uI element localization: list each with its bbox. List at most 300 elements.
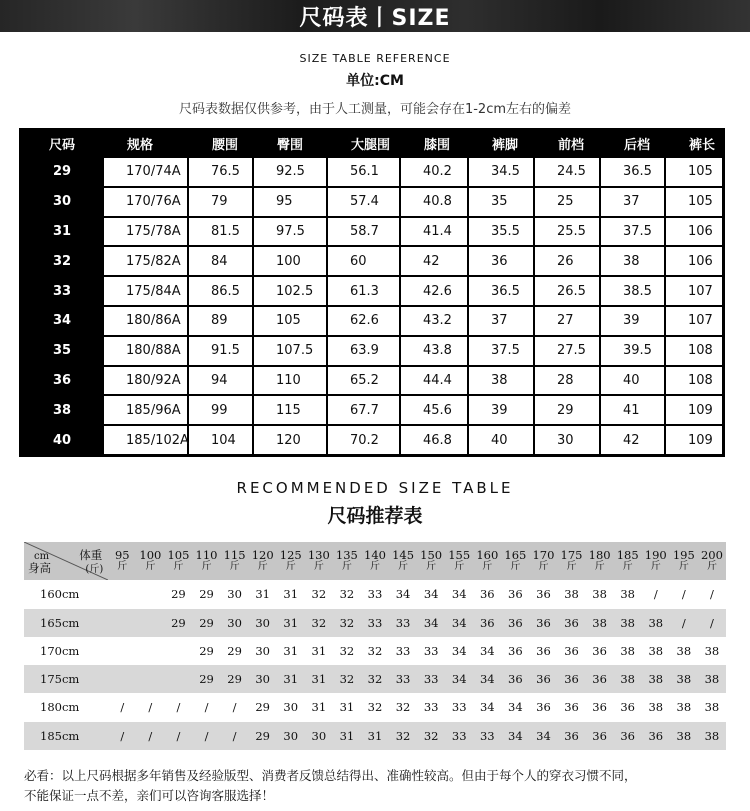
weight-value: 180	[588, 548, 611, 562]
weight-header-cell	[333, 542, 361, 580]
recommend-size-cell: 32	[339, 643, 355, 658]
size-header-cell: 臀围	[253, 130, 327, 157]
recommend-size-cell: 29	[199, 586, 214, 601]
recommend-row	[24, 637, 726, 665]
recommend-size-cell: 38	[586, 608, 614, 636]
recommend-size-cell: 38	[614, 665, 642, 693]
size-label-cell: 36	[21, 366, 103, 396]
corner-cell	[24, 542, 108, 580]
weight-header-cell	[249, 542, 277, 580]
weight-header-cell	[305, 542, 333, 580]
recommend-size-cell: /	[698, 608, 726, 636]
recommend-size-cell: 38	[620, 586, 635, 601]
size-row	[21, 187, 723, 217]
size-value-cell: 108	[665, 366, 723, 396]
size-value-cell: 39.5	[600, 336, 665, 366]
recommend-size-cell: 36	[642, 722, 670, 750]
recommend-size-cell	[108, 608, 136, 636]
size-value-cell: 35	[468, 187, 534, 217]
recommend-size-cell: 29	[192, 608, 220, 636]
recommend-size-cell: 36	[586, 665, 614, 693]
recommend-size-cell: 33	[451, 700, 467, 715]
recommend-size-cell: 33	[395, 643, 411, 658]
size-value-cell: 36	[468, 246, 534, 276]
recommend-size-cell: 36	[508, 643, 523, 658]
recommend-size-cell: 38	[614, 608, 642, 636]
recommend-size-cell: 32	[361, 665, 389, 693]
weight-value: 100	[139, 548, 162, 562]
recommend-size-cell: 36	[592, 643, 607, 658]
weight-header-cell	[192, 542, 220, 580]
recommend-size-cell: 38	[648, 700, 664, 715]
recommend-size-cell: 36	[586, 722, 614, 750]
recommend-size-cell: 29	[171, 586, 186, 601]
recommend-size-cell: 31	[361, 722, 389, 750]
size-value-cell: 38	[600, 246, 665, 276]
weight-header-cell	[164, 542, 192, 580]
weight-header-cell	[221, 542, 249, 580]
size-value-cell: 61.3	[327, 276, 400, 306]
weight-value: 140	[364, 548, 386, 562]
size-value-cell: 105	[665, 187, 723, 217]
recommend-size-cell: 34	[508, 700, 523, 715]
size-value-cell: 28	[534, 366, 600, 396]
size-value-cell: 63.9	[327, 336, 400, 366]
size-value-cell: 40.2	[400, 157, 468, 187]
recommend-size-cell: 38	[676, 700, 692, 715]
recommend-size-cell: 32	[367, 700, 383, 715]
recommend-size-cell: 36	[536, 700, 551, 715]
size-value-cell: 107	[665, 276, 723, 306]
weight-value: 115	[223, 548, 246, 562]
recommend-size-cell: 33	[361, 608, 389, 636]
weight-unit: 斤	[566, 561, 577, 572]
corner-height-label: 身高	[28, 561, 51, 575]
recommend-size-cell: 29	[164, 608, 192, 636]
size-value-cell: 26	[534, 246, 600, 276]
recommend-size-cell: 36	[620, 700, 635, 715]
size-row	[21, 366, 723, 396]
size-value-cell: 44.4	[400, 366, 468, 396]
recommend-size-cell	[108, 637, 136, 665]
recommend-size-cell: 32	[395, 700, 411, 715]
weight-value: 110	[195, 548, 218, 562]
size-value-cell: 40	[468, 425, 534, 455]
size-value-cell: 42	[400, 246, 468, 276]
recommend-size-cell: 36	[479, 586, 495, 601]
weight-header-cell	[557, 542, 585, 580]
size-value-cell: 109	[665, 395, 723, 425]
recommend-size-cell: 33	[389, 665, 417, 693]
size-header-cell: 尺码	[21, 130, 103, 157]
weight-header-cell	[445, 542, 473, 580]
recommend-size-cell: 29	[255, 700, 270, 715]
size-value-cell: 58.7	[327, 217, 400, 247]
weight-unit: 斤	[678, 561, 689, 572]
recommend-size-cell: 34	[479, 643, 495, 658]
recommend-size-cell: /	[204, 700, 209, 715]
size-value-cell: 185/96A	[103, 395, 188, 425]
recommend-size-cell: 29	[192, 665, 220, 693]
recommend-size-cell: 36	[564, 700, 579, 715]
size-table	[19, 128, 725, 457]
recommend-size-cell: 34	[445, 608, 473, 636]
size-label-cell: 40	[21, 425, 103, 455]
recommend-size-cell: 34	[423, 586, 439, 601]
recommend-size-cell	[164, 665, 192, 693]
weight-value: 200	[700, 548, 723, 562]
size-value-cell: 38	[468, 366, 534, 396]
weight-value: 190	[644, 548, 667, 562]
size-value-cell: 170/74A	[103, 157, 188, 187]
recommend-row	[24, 608, 726, 636]
size-value-cell: 39	[468, 395, 534, 425]
weight-header-cell	[277, 542, 305, 580]
recommend-size-cell: 31	[283, 586, 299, 601]
recommend-size-cell: /	[192, 722, 220, 750]
recommend-size-cell	[136, 637, 164, 665]
size-value-cell: 41.4	[400, 217, 468, 247]
weight-value: 130	[307, 548, 330, 562]
recommend-size-cell: 38	[698, 722, 726, 750]
size-value-cell: 180/92A	[103, 366, 188, 396]
size-value-cell: 92.5	[253, 157, 327, 187]
recommend-size-cell: /	[120, 700, 125, 715]
size-label-cell: 32	[21, 246, 103, 276]
weight-unit: 斤	[145, 561, 156, 572]
size-label-cell: 30	[21, 187, 103, 217]
size-value-cell: 25	[534, 187, 600, 217]
weight-value: 160	[476, 548, 499, 562]
weight-unit: 斤	[398, 561, 409, 572]
unit-label: 单位:CM	[346, 73, 404, 89]
weight-value: 150	[420, 548, 443, 562]
size-value-cell: 37.5	[600, 217, 665, 247]
recommend-size-cell: 30	[305, 722, 333, 750]
weight-header-cell	[501, 542, 529, 580]
size-row	[21, 276, 723, 306]
weight-header-cell	[614, 542, 642, 580]
recommend-size-cell: 33	[389, 608, 417, 636]
recommend-size-cell: 36	[536, 586, 551, 601]
size-value-cell: 37	[468, 306, 534, 336]
weight-unit: 斤	[706, 561, 717, 572]
footer-note	[24, 766, 734, 806]
recommend-size-cell	[108, 580, 136, 608]
size-label-cell: 34	[21, 306, 103, 336]
size-value-cell: 106	[665, 217, 723, 247]
recommend-size-cell: 34	[451, 586, 467, 601]
size-header-cell: 裤长	[665, 130, 723, 157]
weight-unit: 斤	[454, 561, 465, 572]
weight-header-cell	[361, 542, 389, 580]
weight-unit: 斤	[257, 561, 268, 572]
size-value-cell: 43.8	[400, 336, 468, 366]
weight-header-cell	[389, 542, 417, 580]
size-value-cell: 37.5	[468, 336, 534, 366]
size-value-cell: 42	[600, 425, 665, 455]
size-label-cell: 38	[21, 395, 103, 425]
size-label-cell: 35	[21, 336, 103, 366]
size-value-cell: 46.8	[400, 425, 468, 455]
weight-header-cell	[529, 542, 557, 580]
recommend-size-cell: /	[681, 586, 686, 601]
weight-unit: 斤	[426, 561, 437, 572]
recommend-size-cell: 31	[333, 722, 361, 750]
recommend-size-cell: 30	[249, 608, 277, 636]
recommend-size-cell: 32	[417, 722, 445, 750]
height-cell: 180cm	[40, 700, 80, 715]
recommend-size-cell: /	[653, 586, 658, 601]
size-row	[21, 425, 723, 455]
size-value-cell: 37	[600, 187, 665, 217]
size-value-cell: 94	[188, 366, 253, 396]
size-header-cell: 裤脚	[468, 130, 534, 157]
size-value-cell: 79	[188, 187, 253, 217]
recommend-size-cell: 36	[557, 665, 585, 693]
size-value-cell: 43.2	[400, 306, 468, 336]
weight-header-cell	[586, 542, 614, 580]
recommend-size-cell: 36	[557, 608, 585, 636]
size-value-cell: 62.6	[327, 306, 400, 336]
size-value-cell: 175/84A	[103, 276, 188, 306]
recommend-size-cell: /	[148, 700, 153, 715]
size-row	[21, 395, 723, 425]
size-label-cell: 29	[21, 157, 103, 187]
size-value-cell: 36.5	[600, 157, 665, 187]
recommend-size-cell: 38	[704, 643, 720, 658]
recommend-size-cell: 31	[255, 586, 270, 601]
recommend-size-cell: 30	[249, 665, 277, 693]
size-value-cell: 42.6	[400, 276, 468, 306]
size-row	[21, 306, 723, 336]
recommend-size-cell: /	[136, 722, 164, 750]
recommend-size-cell: /	[670, 608, 698, 636]
recommend-size-cell	[108, 665, 136, 693]
recommended-size-table	[24, 542, 726, 750]
footer-line-2: 不能保证一点不差，亲们可以咨询客服选择！	[24, 788, 275, 803]
height-cell: 165cm	[24, 608, 108, 636]
corner-weight-unit: (斤)	[85, 564, 104, 575]
weight-unit: 斤	[510, 561, 521, 572]
recommend-size-cell: 38	[670, 665, 698, 693]
size-value-cell: 185/102A	[103, 425, 188, 455]
weight-value: 175	[560, 548, 583, 562]
weight-unit: 斤	[650, 561, 661, 572]
recommend-size-cell: 32	[333, 608, 361, 636]
weight-header-cell	[108, 542, 136, 580]
recommend-size-cell: 31	[311, 643, 327, 658]
size-value-cell: 115	[253, 395, 327, 425]
size-value-cell: 95	[253, 187, 327, 217]
weight-header-cell	[136, 542, 164, 580]
recommend-size-cell: /	[176, 700, 181, 715]
weight-unit: 斤	[229, 561, 240, 572]
weight-unit: 斤	[538, 561, 549, 572]
size-value-cell: 35.5	[468, 217, 534, 247]
size-value-cell: 91.5	[188, 336, 253, 366]
size-value-cell: 120	[253, 425, 327, 455]
recommend-size-cell: 38	[698, 665, 726, 693]
recommend-row	[24, 693, 726, 721]
size-value-cell: 106	[665, 246, 723, 276]
recommend-size-cell	[136, 665, 164, 693]
weight-unit: 斤	[117, 561, 128, 572]
size-value-cell: 39	[600, 306, 665, 336]
size-value-cell: 107	[665, 306, 723, 336]
recommend-size-cell: 38	[670, 722, 698, 750]
banner-title: 尺码表丨SIZE	[299, 5, 451, 31]
size-value-cell: 110	[253, 366, 327, 396]
size-value-cell: 38.5	[600, 276, 665, 306]
size-header-cell: 膝围	[400, 130, 468, 157]
recommend-row	[24, 580, 726, 608]
recommend-size-cell: 36	[614, 722, 642, 750]
size-value-cell: 40	[600, 366, 665, 396]
size-value-cell: 76.5	[188, 157, 253, 187]
size-value-cell: 25.5	[534, 217, 600, 247]
recommend-size-cell: 32	[311, 586, 327, 601]
recommend-size-cell: 30	[255, 643, 270, 658]
recommend-size-cell: 34	[479, 700, 495, 715]
size-value-cell: 34.5	[468, 157, 534, 187]
weight-value: 95	[114, 548, 130, 562]
weight-unit: 斤	[173, 561, 184, 572]
size-value-cell: 30	[534, 425, 600, 455]
recommend-size-cell: 34	[501, 722, 529, 750]
size-header-cell: 腰围	[188, 130, 253, 157]
recommend-size-cell: 32	[333, 665, 361, 693]
recommend-size-cell: 31	[283, 643, 299, 658]
recommend-size-cell: 36	[473, 608, 501, 636]
recommend-size-cell: 38	[642, 665, 670, 693]
size-value-cell: 70.2	[327, 425, 400, 455]
size-value-cell: 180/88A	[103, 336, 188, 366]
size-value-cell: 102.5	[253, 276, 327, 306]
recommend-size-cell: 36	[536, 643, 551, 658]
weight-value: 155	[448, 548, 471, 562]
size-value-cell: 57.4	[327, 187, 400, 217]
size-value-cell: 60	[327, 246, 400, 276]
recommend-size-cell: /	[232, 700, 237, 715]
recommend-size-cell: 33	[423, 643, 439, 658]
weight-unit: 斤	[285, 561, 296, 572]
banner	[0, 0, 750, 32]
recommend-size-cell: 36	[592, 700, 607, 715]
corner-height-unit: cm	[34, 551, 50, 562]
size-value-cell: 65.2	[327, 366, 400, 396]
size-value-cell: 180/86A	[103, 306, 188, 336]
size-value-cell: 27	[534, 306, 600, 336]
recommend-size-cell: 29	[249, 722, 277, 750]
weight-value: 185	[616, 548, 639, 562]
recommend-size-cell: 36	[564, 643, 579, 658]
weight-unit: 斤	[482, 561, 493, 572]
recommend-size-cell: 36	[529, 665, 557, 693]
size-value-cell: 40.8	[400, 187, 468, 217]
size-label-cell: 31	[21, 217, 103, 247]
recommend-size-cell: /	[108, 722, 136, 750]
size-header-cell: 后档	[600, 130, 665, 157]
recommend-size-cell: 33	[367, 586, 383, 601]
size-value-cell: 105	[665, 157, 723, 187]
height-cell: 185cm	[24, 722, 108, 750]
size-row	[21, 157, 723, 187]
size-value-cell: 104	[188, 425, 253, 455]
recommend-size-cell: 34	[529, 722, 557, 750]
recommend-size-cell	[136, 580, 164, 608]
recommend-size-cell: 33	[473, 722, 501, 750]
size-value-cell: 175/78A	[103, 217, 188, 247]
recommend-size-cell: 38	[648, 643, 664, 658]
recommend-size-cell: 36	[529, 608, 557, 636]
recommend-size-cell: 31	[339, 700, 355, 715]
recommend-size-cell: /	[164, 722, 192, 750]
recommend-size-cell: 36	[508, 586, 523, 601]
measurement-note: 尺码表数据仅供参考，由于人工测量，可能会存在1-2cm左右的偏差	[178, 102, 572, 117]
weight-value: 125	[279, 548, 302, 562]
recommend-size-cell: 30	[277, 722, 305, 750]
height-cell: 170cm	[40, 643, 80, 658]
recommend-size-cell: 34	[417, 608, 445, 636]
recommend-size-cell: 34	[445, 665, 473, 693]
size-value-cell: 89	[188, 306, 253, 336]
size-label-cell: 33	[21, 276, 103, 306]
size-value-cell: 108	[665, 336, 723, 366]
weight-header-cell	[670, 542, 698, 580]
recommend-size-cell: 33	[445, 722, 473, 750]
weight-unit: 斤	[201, 561, 212, 572]
recommend-size-cell	[164, 637, 192, 665]
weight-value: 105	[167, 548, 190, 562]
recommended-title-cn: 尺码推荐表	[327, 505, 423, 527]
recommend-size-cell: 38	[642, 608, 670, 636]
recommend-size-cell: /	[221, 722, 249, 750]
size-value-cell: 67.7	[327, 395, 400, 425]
recommend-size-cell: 36	[501, 608, 529, 636]
size-row	[21, 217, 723, 247]
weight-unit: 斤	[622, 561, 633, 572]
height-cell: 175cm	[24, 665, 108, 693]
weight-unit: 斤	[369, 561, 380, 572]
corner-weight-label: 体重	[79, 548, 103, 562]
recommend-size-cell: 34	[473, 665, 501, 693]
recommend-size-cell: 31	[277, 608, 305, 636]
height-cell: 160cm	[40, 586, 80, 601]
recommend-size-cell: 32	[367, 643, 383, 658]
recommend-size-cell: 38	[564, 586, 579, 601]
recommend-size-cell: 32	[389, 722, 417, 750]
size-value-cell: 99	[188, 395, 253, 425]
size-header-cell: 规格	[103, 130, 188, 157]
recommend-row	[24, 665, 726, 693]
size-value-cell: 100	[253, 246, 327, 276]
recommend-size-cell: /	[710, 586, 714, 601]
recommend-size-cell: 29	[199, 643, 214, 658]
size-value-cell: 26.5	[534, 276, 600, 306]
size-value-cell: 97.5	[253, 217, 327, 247]
recommend-size-cell: 33	[423, 700, 439, 715]
recommend-size-cell: 32	[305, 608, 333, 636]
recommend-size-cell: 30	[221, 608, 249, 636]
size-value-cell: 84	[188, 246, 253, 276]
size-table-reference-title: SIZE TABLE REFERENCE	[299, 52, 451, 65]
footer-line-1: 必看：以上尺码根据多年销售及经验版型、消费者反馈总结得出、准确性较高。但由于每个人的穿衣习惯不同，	[24, 768, 637, 783]
weight-unit: 斤	[594, 561, 605, 572]
recommend-size-cell: 38	[592, 586, 607, 601]
weight-header-cell	[698, 542, 726, 580]
size-value-cell: 109	[665, 425, 723, 455]
